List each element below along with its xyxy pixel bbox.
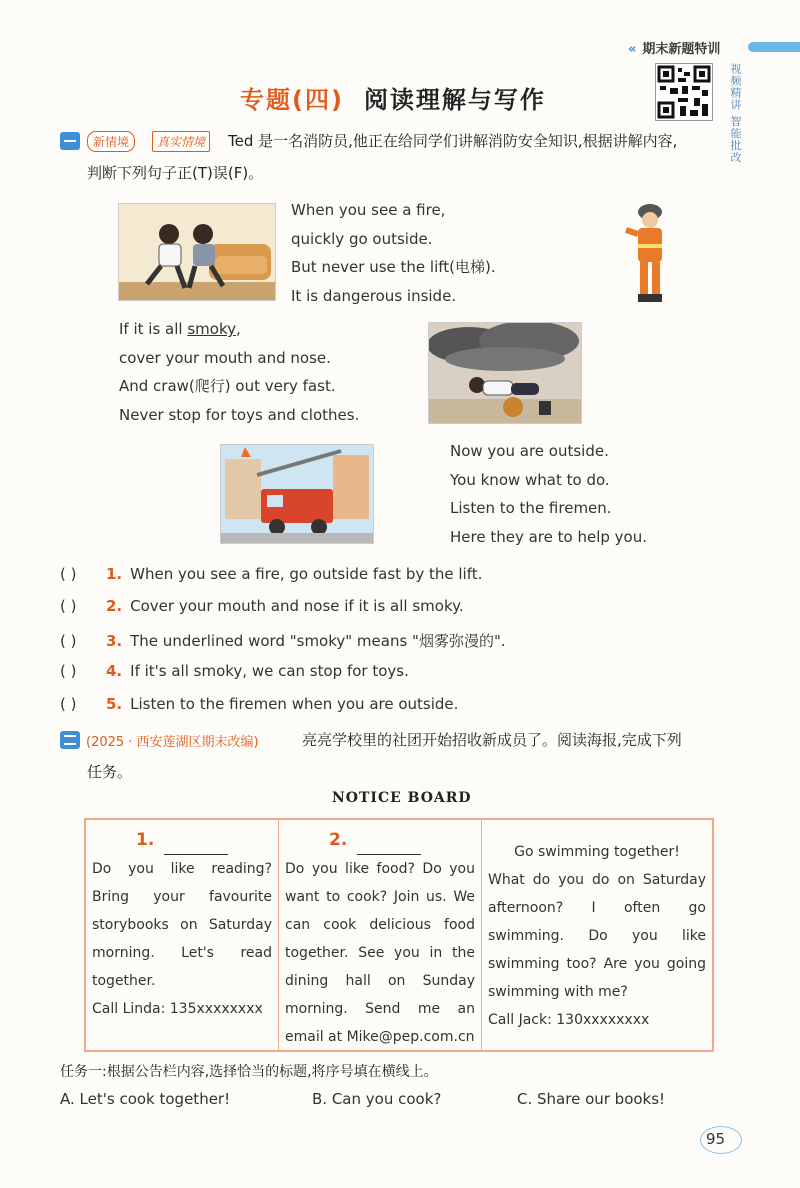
illustration-firefighter	[620, 200, 672, 304]
stanza-1: When you see a fire, quickly go outside. But never use the lift(电梯). It is dangerous inside.	[291, 201, 496, 305]
notice-column-1: 1. Do you like reading? Bring your favourite storybooks on Saturday morning. Let's read together. Call Linda: 135xxxxxxxx	[86, 820, 279, 1050]
stanza-3: Now you are outside. You know what to do. Listen to the firemen. Here they are to help you.	[450, 442, 647, 546]
section-one-icon	[60, 132, 80, 150]
page-title: 专题(四) 阅读理解与写作	[240, 86, 546, 114]
header-bar	[748, 42, 800, 52]
double-chevron-icon: «	[628, 42, 637, 57]
tag-new-context: 新情境	[87, 131, 135, 152]
answer-blank[interactable]: ( )	[60, 632, 77, 650]
question-4: ( ) 4. If it's all smoky, we can stop for toys.	[60, 662, 409, 680]
page-number: 95	[706, 1130, 726, 1148]
title-blank-2[interactable]	[357, 826, 421, 855]
part2-intro: 亮亮学校里的社团开始招收新成员了。阅读海报,完成下列	[302, 731, 682, 749]
part1-intro-2: 判断下列句子正(T)误(F)。	[87, 164, 264, 182]
notice-column-2: 2. Do you like food? Do you want to cook? Join us. We can cook delicious food together. See you in the dining hall on Sunday morning. Send me an email at Mike@pep.com.cn	[279, 820, 482, 1050]
task-one-instructions: 任务一:根据公告栏内容,选择恰当的标题,将序号填在横线上。	[60, 1064, 438, 1080]
fire-truck-icon	[221, 445, 373, 543]
notice-board-title: NOTICE BOARD	[332, 790, 472, 806]
title-blank-1[interactable]	[164, 826, 228, 855]
answer-blank[interactable]: ( )	[60, 565, 77, 583]
part1-intro: Ted 是一名消防员,他正在给同学们讲解消防安全知识,根据讲解内容,	[228, 132, 678, 150]
option-c: C. Share our books!	[517, 1090, 666, 1108]
qr-code[interactable]	[655, 63, 713, 121]
answer-blank[interactable]: ( )	[60, 662, 77, 680]
kids-running-icon	[119, 204, 275, 300]
option-a: A. Let's cook together!	[60, 1090, 231, 1108]
option-b: B. Can you cook?	[312, 1090, 442, 1108]
question-1: ( ) 1. When you see a fire, go outside fast by the lift.	[60, 565, 483, 583]
question-2: ( ) 2. Cover your mouth and nose if it is all smoky.	[60, 597, 464, 615]
illustration-crawling-smoke	[428, 322, 582, 424]
notice-column-3: Go swimming together! What do you do on Saturday afternoon? I often go swimming. Do you like swimming too? Are you going swimming with me? Call Jack: 130xxxxxxxx	[488, 844, 706, 1028]
question-3: ( ) 3. The underlined word "smoky" means "烟雾弥漫的".	[60, 632, 506, 650]
section-tag: « 期末新题特训	[628, 42, 721, 57]
smoke-crawl-icon	[429, 323, 581, 423]
qr-code-icon	[656, 64, 712, 120]
illustration-fire-truck	[220, 444, 374, 544]
qr-caption: 视频精讲 智能批改	[729, 63, 742, 164]
part2-intro-2: 任务。	[87, 763, 133, 781]
notice-board	[84, 818, 714, 1052]
answer-blank[interactable]: ( )	[60, 695, 77, 713]
illustration-kids-running	[118, 203, 276, 301]
stanza-2: If it is all smoky, cover your mouth and nose. And craw(爬行) out very fast. Never stop for toys and clothes.	[119, 320, 360, 424]
answer-blank[interactable]: ( )	[60, 597, 77, 615]
section-two-icon	[60, 731, 80, 749]
firefighter-icon	[620, 200, 672, 304]
question-5: ( ) 5. Listen to the firemen when you are outside.	[60, 695, 459, 713]
tag-real-context: 真实情境	[152, 131, 210, 152]
underlined-word-smoky: smoky	[187, 320, 236, 338]
source-note: (2025 · 西安莲湖区期末改编)	[86, 735, 259, 750]
